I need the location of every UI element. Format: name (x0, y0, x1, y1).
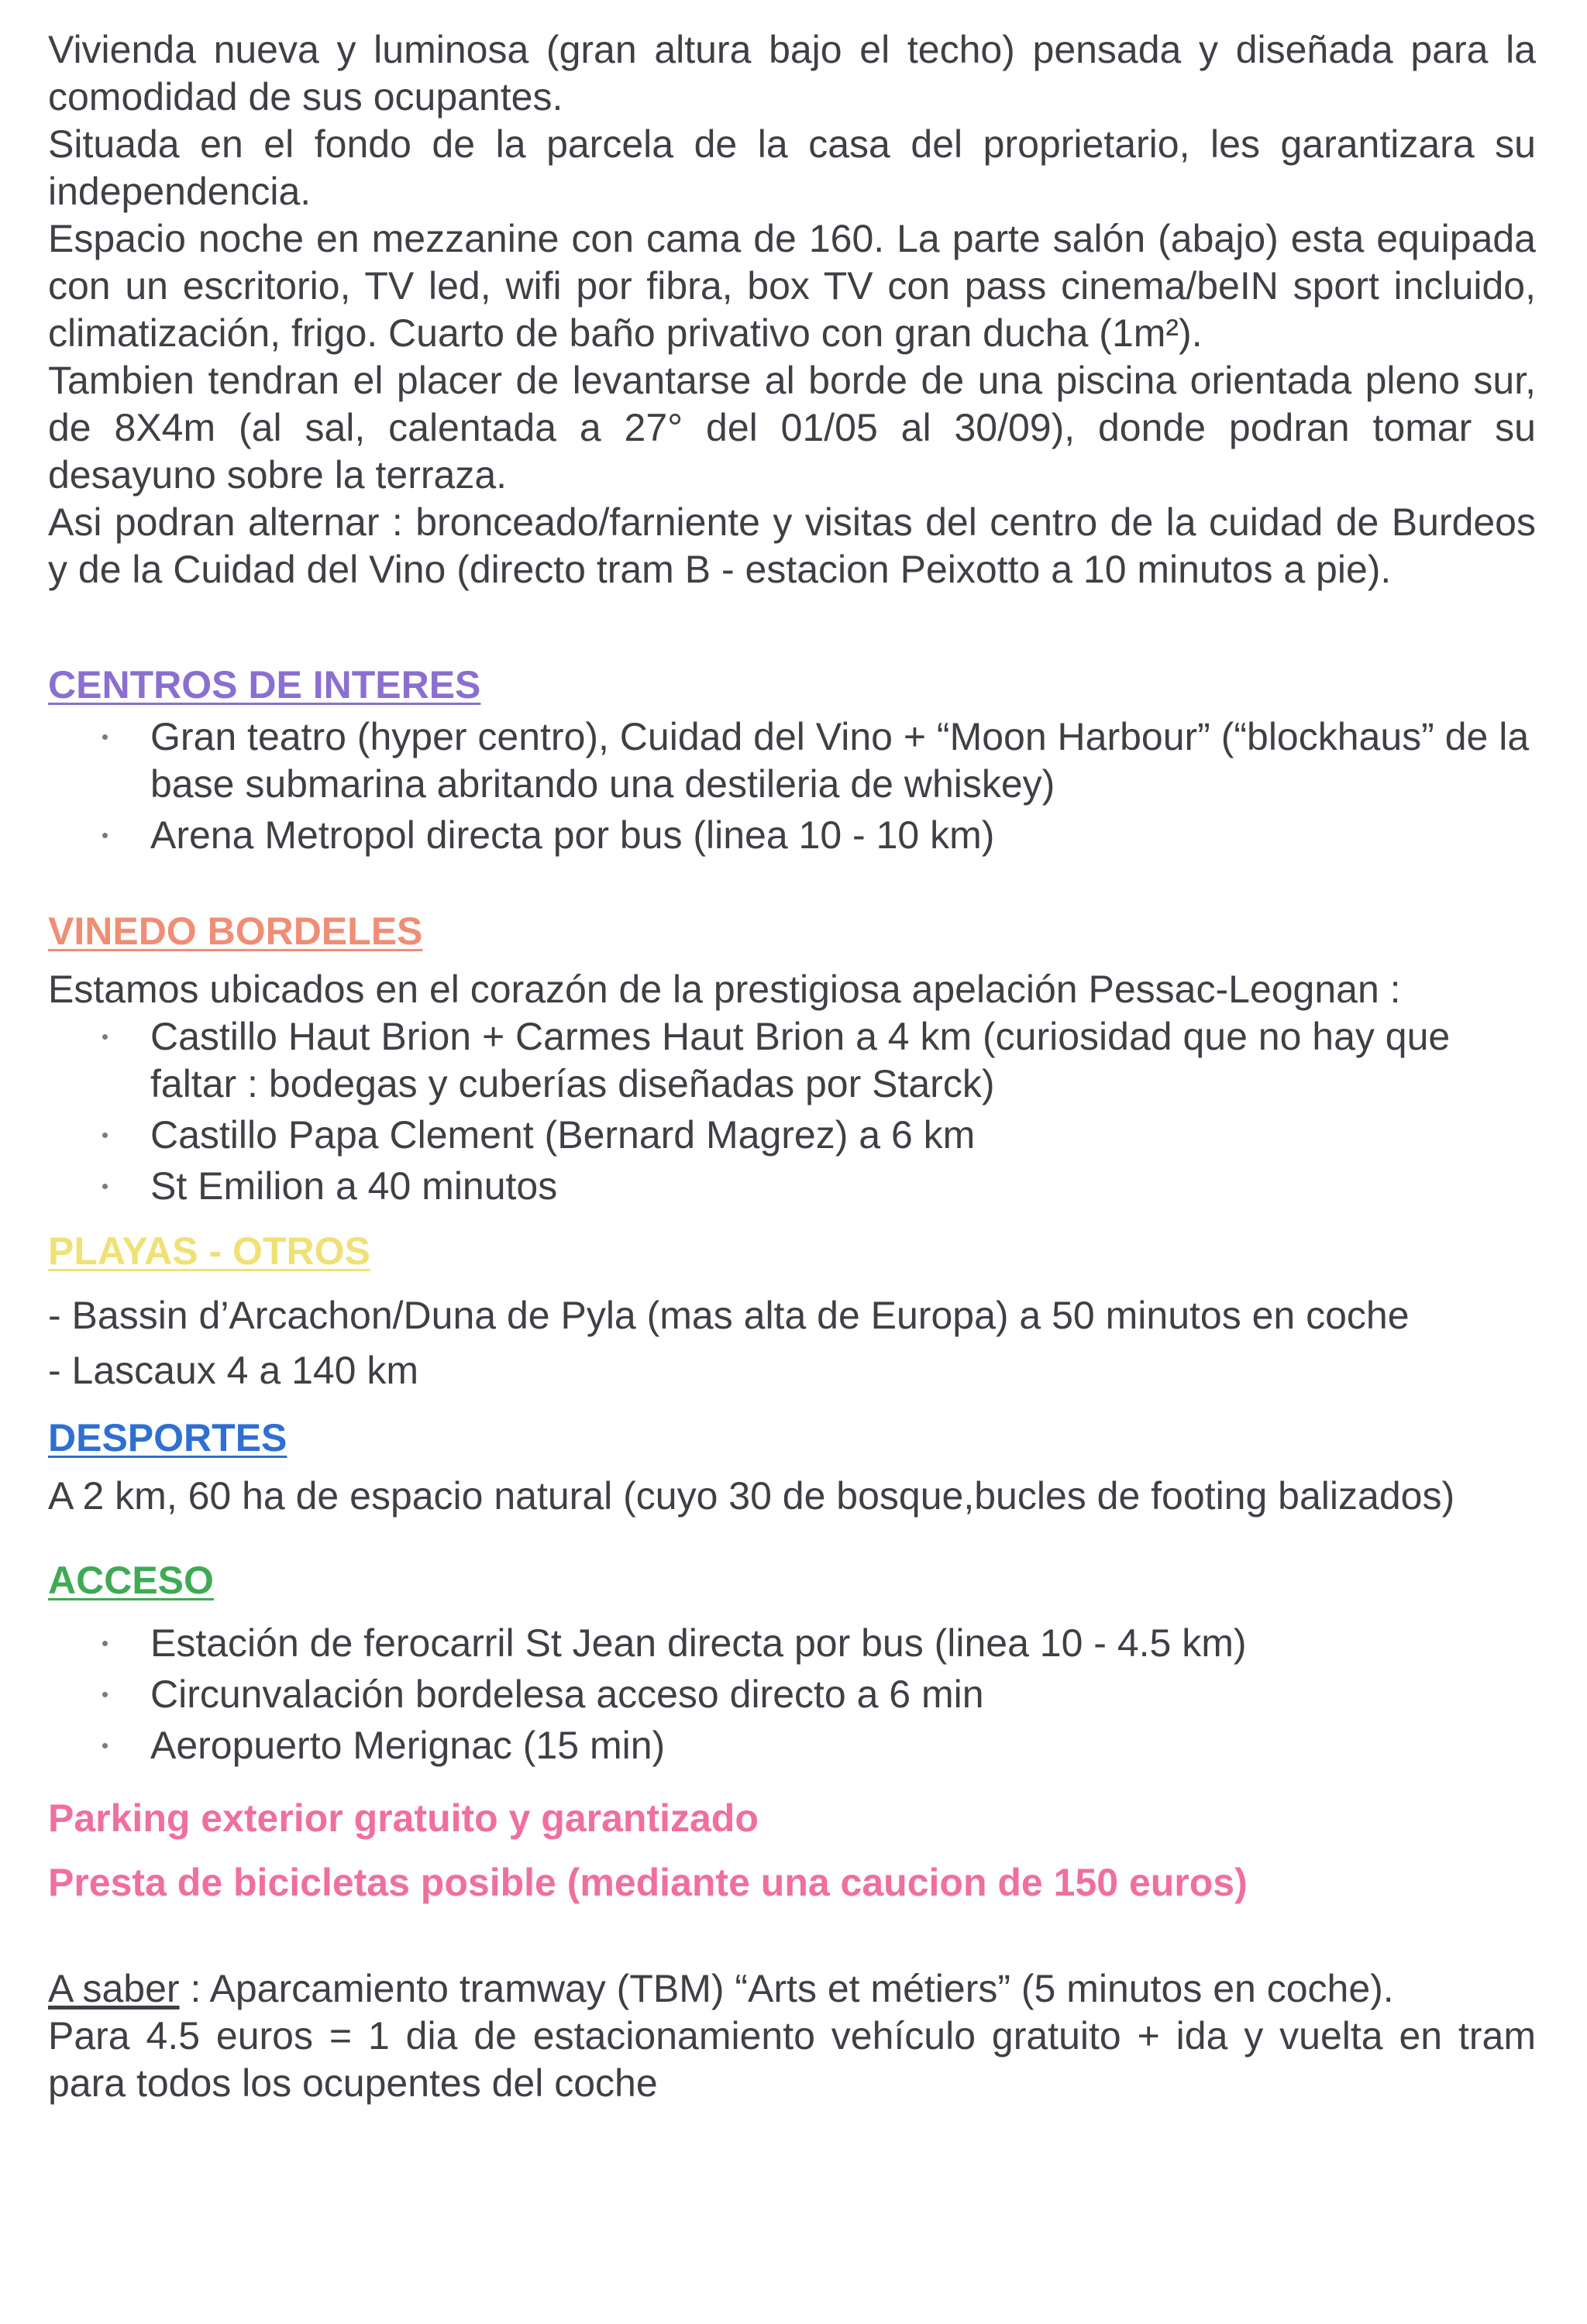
saber-label: A saber (48, 1967, 180, 2010)
bicicletas-note: Presta de bicicletas posible (mediante una caucion de 150 euros) (48, 1861, 1248, 1904)
acceso-list (48, 1620, 1536, 1769)
vinedo-intro: Estamos ubicados en el corazón de la prestigiosa apelación Pessac-Leognan : (48, 968, 1401, 1011)
list-item-text: Castillo Haut Brion + Carmes Haut Brion a 4 km (curiosidad que no hay que faltar : bodegas y cuberías diseñadas por Starck) (150, 1015, 1451, 1105)
bullet-icon (102, 1034, 108, 1040)
bullet-icon (102, 1692, 108, 1697)
section-acceso (48, 1557, 1536, 1769)
section-heading-desportes: DESPORTES (48, 1416, 287, 1459)
spacer (48, 1906, 1536, 1965)
bullet-icon (102, 734, 108, 740)
saber-text-2: Para 4.5 euros = 1 dia de estacionamiento vehículo gratuito + ida y vuelta en tram para todos los ocupentes del coche (48, 2014, 1536, 2105)
bullet-icon (102, 833, 108, 838)
spacer (48, 1520, 1536, 1557)
bullet-icon (102, 1641, 108, 1646)
spacer (48, 863, 1536, 908)
vinedo-list (48, 1013, 1536, 1210)
list-item (102, 812, 1536, 859)
section-desportes (48, 1415, 1536, 1520)
section-heading-vinedo: VINEDO BORDELES (48, 909, 423, 953)
list-item (102, 1112, 1536, 1159)
list-item-text: Gran teatro (hyper centro), Cuidad del Vino + “Moon Harbour” (“blockhaus” de la base submarina abritando una destileria de whiskey) (150, 715, 1530, 806)
section-centros (48, 662, 1536, 859)
centros-list (48, 713, 1536, 859)
spacer (48, 1773, 1536, 1795)
bullet-icon (102, 1184, 108, 1189)
list-item-text: Arena Metropol directa por bus (linea 10 - 10 km) (150, 813, 995, 857)
intro-paragraph-1: Vivienda nueva y luminosa (gran altura bajo el techo) pensada y diseñada para la comodidad de sus ocupantes. (48, 28, 1536, 119)
spacer (48, 593, 1536, 662)
section-heading-playas: PLAYAS - OTROS (48, 1229, 370, 1273)
spacer (48, 1394, 1536, 1415)
list-item-text: Castillo Papa Clement (Bernard Magrez) a 6 km (150, 1113, 976, 1157)
list-item (102, 713, 1536, 808)
list-item-text: Circunvalación bordelesa acceso directo a 6 min (150, 1673, 984, 1716)
desportes-text: A 2 km, 60 ha de espacio natural (cuyo 30 de bosque,bucles de footing balizados) (48, 1474, 1455, 1518)
section-heading-acceso: ACCESO (48, 1559, 214, 1602)
section-heading-centros: CENTROS DE INTERES (48, 663, 481, 706)
section-vinedo (48, 908, 1536, 1210)
playas-line-1: - Bassin d’Arcachon/Duna de Pyla (mas alta de Europa) a 50 minutos en coche (48, 1294, 1410, 1337)
intro-paragraph-4: Tambien tendran el placer de levantarse al borde de una piscina orientada pleno sur, de 8X4m (al sal, calentada a 27° del 01/05 al 30/09), donde podran tomar su desayuno sobre la terraza. (48, 359, 1536, 497)
list-item (102, 1671, 1536, 1718)
playas-line-2: - Lascaux 4 a 140 km (48, 1349, 419, 1392)
list-item-text: Estación de ferocarril St Jean directa por bus (linea 10 - 4.5 km) (150, 1621, 1247, 1665)
intro-paragraph-5: Asi podran alternar : bronceado/farniente y visitas del centro de la cuidad de Burdeos y de la Cuidad del Vino (directo tram B - estacion Peixotto a 10 minutos a pie). (48, 500, 1536, 591)
section-playas (48, 1228, 1536, 1394)
list-item (102, 1722, 1536, 1769)
saber-text: : Aparcamiento tramway (TBM) “Arts et métiers” (5 minutos en coche). (179, 1967, 1394, 2010)
list-item-text: St Emilion a 40 minutos (150, 1164, 558, 1208)
list-item (102, 1163, 1536, 1210)
intro-paragraph-2: Situada en el fondo de la parcela de la casa del proprietario, les garantizara su independencia. (48, 122, 1536, 213)
saber-note (48, 1965, 1536, 2013)
list-item (102, 1013, 1536, 1108)
list-item-text: Aeropuerto Merignac (15 min) (150, 1724, 666, 1767)
list-item (102, 1620, 1536, 1667)
spacer (48, 1214, 1536, 1228)
bullet-icon (102, 1743, 108, 1748)
parking-note: Parking exterior gratuito y garantizado (48, 1796, 759, 1840)
intro-paragraph-3: Espacio noche en mezzanine con cama de 160. La parte salón (abajo) esta equipada con un escritorio, TV led, wifi por fibra, box TV con pass cinema/beIN sport incluido, climatización, frigo. Cuarto de baño privativo con gran ducha (1m²). (48, 217, 1536, 355)
bullet-icon (102, 1133, 108, 1138)
